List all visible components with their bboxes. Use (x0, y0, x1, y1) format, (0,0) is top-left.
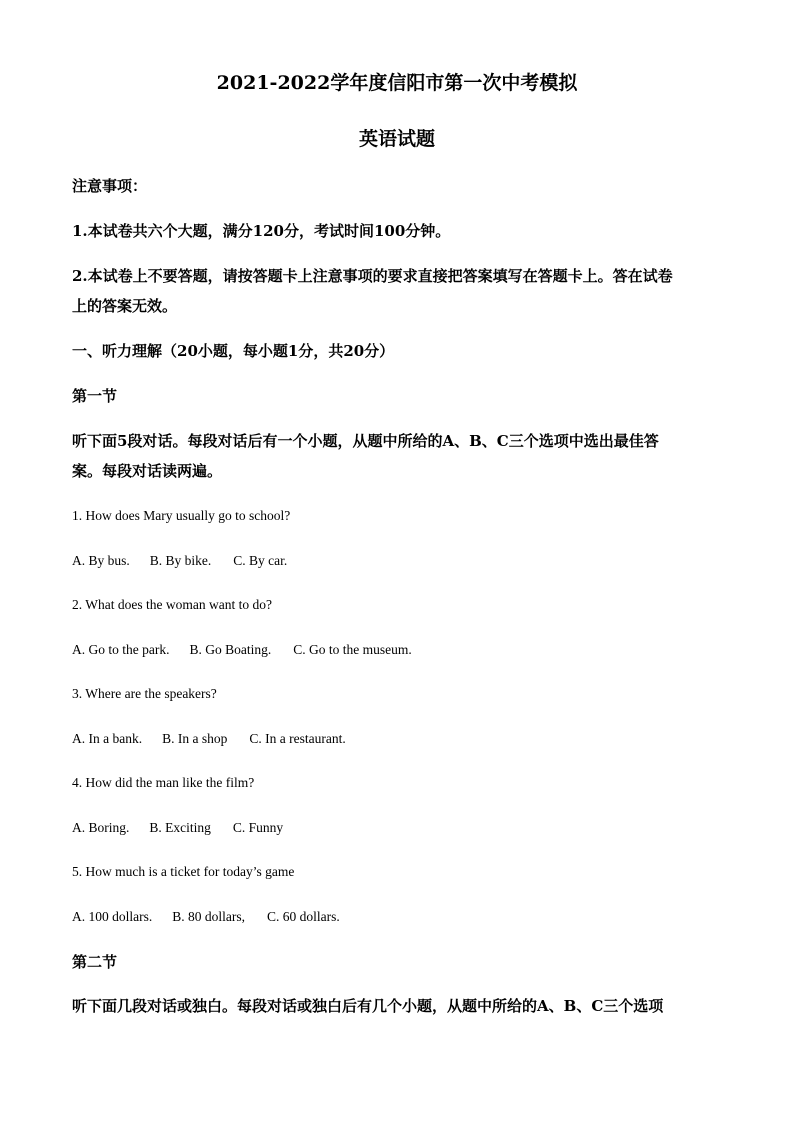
question-4-options (72, 819, 283, 837)
exam-title: 2021-2022学年度信阳市第一次中考模拟 (216, 72, 578, 94)
option-b: B. 80 dollars, (172, 909, 245, 924)
notice-item-2-line-2: 上的答案无效。 (72, 297, 178, 315)
option-c: C. By car. (233, 553, 288, 568)
question-3: 3. Where are the speakers? (72, 686, 217, 701)
option-b: B. Go Boating. (189, 642, 272, 657)
question-1-options (72, 552, 287, 570)
question-5-options (72, 908, 340, 926)
question-3-options (72, 730, 346, 748)
option-c: C. Go to the museum. (293, 642, 412, 657)
part-1-label: 第一节 (72, 387, 118, 405)
question-2-options (72, 641, 412, 659)
question-2: 2. What does the woman want to do? (72, 597, 272, 612)
option-a: A. In a bank. (72, 731, 143, 746)
option-a: A. Boring. (72, 820, 130, 835)
question-5: 5. How much is a ticket for today’s game (72, 864, 295, 879)
notice-item-1: 1.本试卷共六个大题，满分120分，考试时间100分钟。 (72, 222, 451, 240)
notice-item-2-line-1: 2.本试卷上不要答题，请按答题卡上注意事项的要求直接把答案填写在答题卡上。答在试卷 (72, 267, 673, 285)
question-1: 1. How does Mary usually go to school? (72, 508, 291, 523)
part-2-label: 第二节 (72, 953, 118, 971)
part-2-instructions-line-1: 听下面几段对话或独白。每段对话或独白后有几个小题，从题中所给的A、B、C三个选项 (72, 997, 664, 1015)
option-a: A. 100 dollars. (72, 909, 153, 924)
option-b: B. Exciting (149, 820, 211, 835)
option-c: C. Funny (232, 820, 284, 835)
part-1-instructions-line-1: 听下面5段对话。每段对话后有一个小题，从题中所给的A、B、C三个选项中选出最佳答 (72, 432, 659, 450)
option-b: B. By bike. (149, 553, 212, 568)
option-c: C. In a restaurant. (249, 731, 346, 746)
part-1-instructions-line-2: 案。每段对话读两遍。 (72, 462, 223, 480)
option-a: A. By bus. (72, 553, 130, 568)
exam-subtitle: 英语试题 (358, 128, 435, 150)
question-4: 4. How did the man like the film? (72, 775, 255, 790)
notice-heading: 注意事项： (72, 177, 148, 195)
option-b: B. In a shop (162, 731, 228, 746)
option-c: C. 60 dollars. (267, 909, 340, 924)
option-a: A. Go to the park. (72, 642, 170, 657)
section-heading: 一、听力理解（20小题，每小题1分，共20分） (72, 342, 395, 360)
